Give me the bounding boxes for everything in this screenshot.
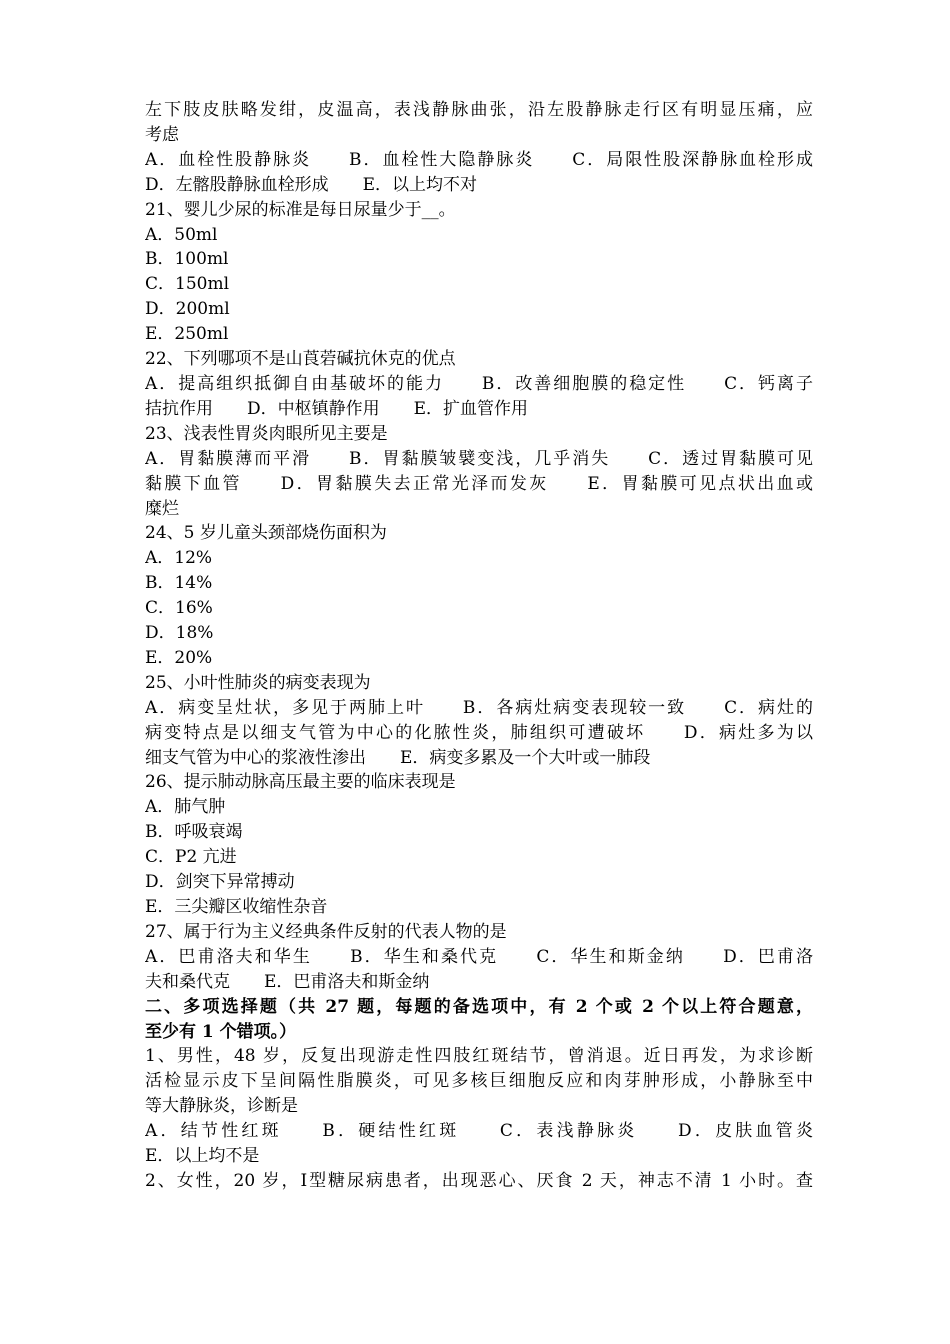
text-line: A．巴甫洛夫和华生 B．华生和桑代克 C．华生和斯金纳 D．巴甫洛 [145,946,813,967]
text-line: D．200ml [145,299,230,320]
text-line: B．14% [145,573,213,594]
text-line: A．提高组织抵御自由基破坏的能力 B．改善细胞膜的稳定性 C．钙离子 [145,373,813,394]
document-body [145,98,813,1194]
text-line: 糜烂 [145,498,179,519]
text-line: C．16% [145,598,213,619]
text-line: 黏膜下血管 D．胃黏膜失去正常光泽而发灰 E．胃黏膜可见点状出血或 [145,473,813,494]
section-heading-line: 至少有 1 个错项。） [145,1021,297,1042]
text-line: 27、属于行为主义经典条件反射的代表人物的是 [145,921,507,942]
text-line: B．100ml [145,249,229,270]
text-line: 病变特点是以细支气管为中心的化脓性炎，肺组织可遭破坏 D．病灶多为以 [145,722,813,743]
text-line: D．左髂股静脉血栓形成 E．以上均不对 [145,174,478,195]
document-page [145,98,813,1194]
text-line: 夫和桑代克 E．巴甫洛夫和斯金纳 [145,971,430,992]
text-line: A．血栓性股静脉炎 B．血栓性大隐静脉炎 C．局限性股深静脉血栓形成 [145,149,813,170]
text-line: A．胃黏膜薄而平滑 B．胃黏膜皱襞变浅，几乎消失 C．透过胃黏膜可见 [145,448,813,469]
text-line: A．肺气肿 [145,797,226,818]
text-line: 等大静脉炎，诊断是 [145,1096,298,1117]
section-heading-line: 二、多项选择题（共 27 题，每题的备选项中，有 2 个或 2 个以上符合题意， [145,996,813,1017]
text-line: 23、浅表性胃炎肉眼所见主要是 [145,423,388,444]
text-line: 细支气管为中心的浆液性渗出 E．病变多累及一个大叶或一肺段 [145,747,651,768]
text-line: 26、提示肺动脉高压最主要的临床表现是 [145,772,456,793]
text-line: E．三尖瓣区收缩性杂音 [145,897,328,917]
text-line: 考虑 [145,124,179,145]
text-line: A．50ml [145,224,218,245]
text-line: 1、男性，48 岁，反复出现游走性四肢红斑结节，曾消退。近日再发，为求诊断 [145,1046,813,1067]
text-line: 活检显示皮下呈间隔性脂膜炎，可见多核巨细胞反应和肉芽肿形成，小静脉至中 [145,1071,813,1092]
text-line: A．12% [145,548,213,569]
text-line: B．呼吸衰竭 [145,822,243,843]
text-line: D．18% [145,623,214,644]
text-line: 拮抗作用 D．中枢镇静作用 E．扩血管作用 [145,398,529,419]
text-line: A．结节性红斑 B．硬结性红斑 C．表浅静脉炎 D．皮肤血管炎 [145,1121,813,1142]
text-line: A．病变呈灶状，多见于两肺上叶 B．各病灶病变表现较一致 C．病灶的 [145,697,813,718]
text-line: 25、小叶性肺炎的病变表现为 [145,672,371,693]
text-line: 左下肢皮肤略发绀，皮温高，表浅静脉曲张，沿左股静脉走行区有明显压痛，应 [145,100,813,120]
text-line: E．20% [145,647,213,668]
text-line: 21、婴儿少尿的标准是每日尿量少于__。 [145,199,456,220]
text-line: 2、女性，20 岁，Ⅰ型糖尿病患者，出现恶心、厌食 2 天，神志不清 1 小时。查 [145,1170,813,1191]
text-line: 24、5 岁儿童头颈部烧伤面积为 [145,523,387,544]
text-line: E．250ml [145,324,229,345]
text-line: C．P2 亢进 [145,847,237,868]
text-line: 22、下列哪项不是山莨菪碱抗休克的优点 [145,349,456,370]
text-line: C．150ml [145,274,230,295]
text-line: D．剑突下异常搏动 [145,872,295,893]
text-line: E．以上均不是 [145,1146,260,1167]
